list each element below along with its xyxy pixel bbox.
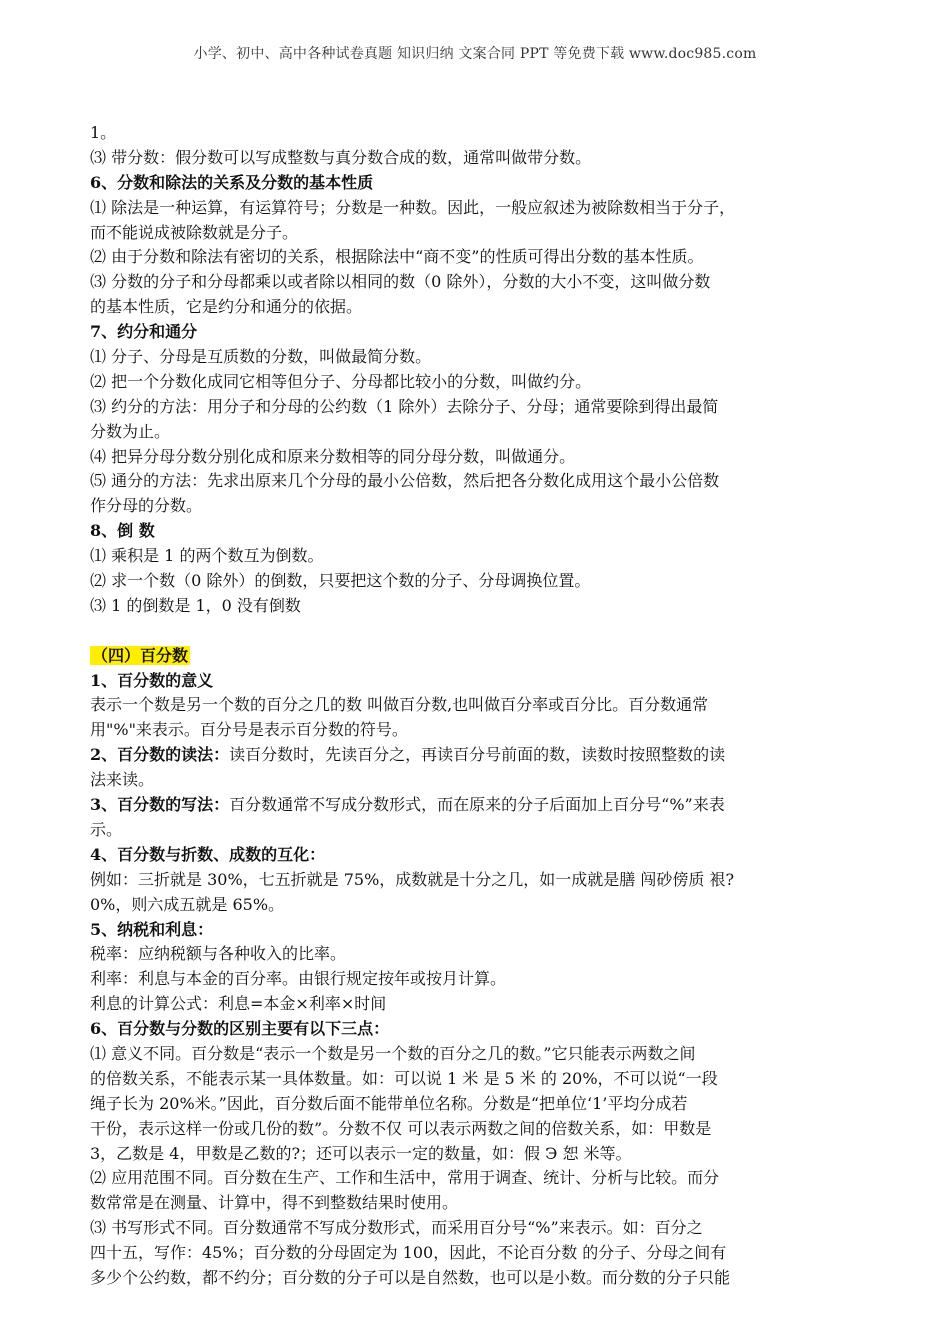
text-line: ⑵ 求一个数（0 除外）的倒数，只要把这个数的分子、分母调换位置。 xyxy=(90,571,591,591)
page-header: 小学、初中、高中各种试卷真题 知识归纳 文案合同 PPT 等免费下载 www.doc985.com xyxy=(193,46,757,62)
sub-heading: 8、倒 数 xyxy=(90,521,155,541)
text-line xyxy=(90,743,868,768)
sub-heading: 4、百分数与折数、成数的互化： xyxy=(90,844,326,864)
text-line: 的倍数关系，不能表示某一具体数量。如：可以说 1 米 是 5 米 的 20%，不可以说“一段 xyxy=(90,1068,718,1088)
text-line: 3，乙数是 4，甲数是乙数的?；还可以表示一定的数量，如：假 Э 恕 米等。 xyxy=(90,1143,632,1163)
text-line: ⑴ 分子、分母是互质数的分数，叫做最简分数。 xyxy=(90,347,432,367)
text-line: ⑴ 意义不同。百分数是“表示一个数是另一个数的百分之几的数。”它只能表示两数之间 xyxy=(90,1043,696,1063)
text-line: ⑴ 除法是一种运算，有运算符号；分数是一种数。因此，一般应叙述为被除数相当于分子， xyxy=(90,197,736,217)
text-line: 绳子长为 20%米。”因此，百分数后面不能带单位名称。分数是“把单位‘1’平均分成若 xyxy=(90,1093,688,1113)
text-line: 利率：利息与本金的百分率。由银行规定按年或按月计算。 xyxy=(90,969,507,989)
text-line: ⑶ 约分的方法：用分子和分母的公约数（1 除外）去除分子、分母；通常要除到得出最简 xyxy=(90,396,719,416)
text-line: 示。 xyxy=(90,819,123,839)
line-text: 百分数通常不写成分数形式，而在原来的分子后面加上百分号“%”来表 xyxy=(229,795,725,815)
text-line: 数常常是在测量、计算中，得不到整数结果时使用。 xyxy=(90,1193,459,1213)
text-line: ⑴ 乘积是 1 的两个数互为倒数。 xyxy=(90,546,324,566)
blank-line xyxy=(90,619,868,644)
text-line: 例如：三折就是 30%，七五折就是 75%，成数就是十分之几，如一成就是膳 闯砂傍质 裉? xyxy=(90,869,735,889)
text-line: ⑸ 通分的方法：先求出原来几个分母的最小公倍数，然后把各分数化成用这个最小公倍数 xyxy=(90,471,720,491)
sub-heading: 6、百分数与分数的区别主要有以下三点： xyxy=(90,1019,390,1039)
text-line: ⑶ 带分数：假分数可以写成整数与真分数合成的数，通常叫做带分数。 xyxy=(90,147,592,167)
text-line: 的基本性质，它是约分和通分的依据。 xyxy=(90,297,363,317)
text-line: 四十五，写作：45%；百分数的分母固定为 100，因此，不论百分数 的分子、分母之间有 xyxy=(90,1243,727,1263)
text-line: 分数为止。 xyxy=(90,421,171,441)
text-line: 0%，则六成五就是 65%。 xyxy=(90,894,285,914)
text-line: ⑵ 把一个分数化成同它相等但分子、分母都比较小的分数，叫做约分。 xyxy=(90,371,592,391)
sub-heading: 6、分数和除法的关系及分数的基本性质 xyxy=(90,172,374,192)
line-text: 读百分数时，先读百分之，再读百分号前面的数，读数时按照整数的读 xyxy=(229,745,726,765)
document-body xyxy=(90,121,868,1291)
text-line: 用"%"来表示。百分号是表示百分数的符号。 xyxy=(90,720,408,740)
text-line: 多少个公约数，都不约分；百分数的分子可以是自然数，也可以是小数。而分数的分子只能 xyxy=(90,1267,731,1287)
text-line: ⑵ 由于分数和除法有密切的关系，根据除法中“商不变”的性质可得出分数的基本性质。 xyxy=(90,247,704,267)
text-line: 法来读。 xyxy=(90,770,155,790)
text-line: 1。 xyxy=(90,123,117,142)
text-line: ⑵ 应用范围不同。百分数在生产、工作和生活中，常用于调查、统计、分析与比较。而分 xyxy=(90,1168,720,1188)
sub-heading: 1、百分数的意义 xyxy=(90,670,214,690)
highlighted-heading: （四）百分数 xyxy=(92,645,189,665)
text-line: ⑶ 1 的倒数是 1，0 没有倒数 xyxy=(90,595,301,615)
line-lead-heading: 2、百分数的读法： xyxy=(90,745,230,765)
text-line: ⑶ 书写形式不同。百分数通常不写成分数形式，而采用百分号“%”来表示。如：百分之 xyxy=(90,1218,703,1238)
sub-heading: 7、约分和通分 xyxy=(90,322,198,342)
section-heading xyxy=(90,644,868,669)
text-line xyxy=(90,793,868,818)
text-line: 作分母的分数。 xyxy=(90,496,203,516)
text-line: ⑷ 把异分母分数分别化成和原来分数相等的同分母分数，叫做通分。 xyxy=(90,446,576,466)
sub-heading: 5、纳税和利息： xyxy=(90,919,214,939)
text-line: 干份，表示这样一份或几份的数”。分数不仅 可以表示两数之间的倍数关系，如：甲数是 xyxy=(90,1118,712,1138)
text-line: ⑶ 分数的分子和分母都乘以或者除以相同的数（0 除外），分数的大小不变，这叫做分数 xyxy=(90,272,711,292)
text-line: 表示一个数是另一个数的百分之几的数 叫做百分数,也叫做百分率或百分比。百分数通常 xyxy=(90,695,709,715)
line-lead-heading: 3、百分数的写法： xyxy=(90,795,230,815)
text-line: 税率：应纳税额与各种收入的比率。 xyxy=(90,944,347,964)
text-line: 而不能说成被除数就是分子。 xyxy=(90,222,299,242)
text-line: 利息的计算公式：利息=本金×利率×时间 xyxy=(90,994,387,1014)
